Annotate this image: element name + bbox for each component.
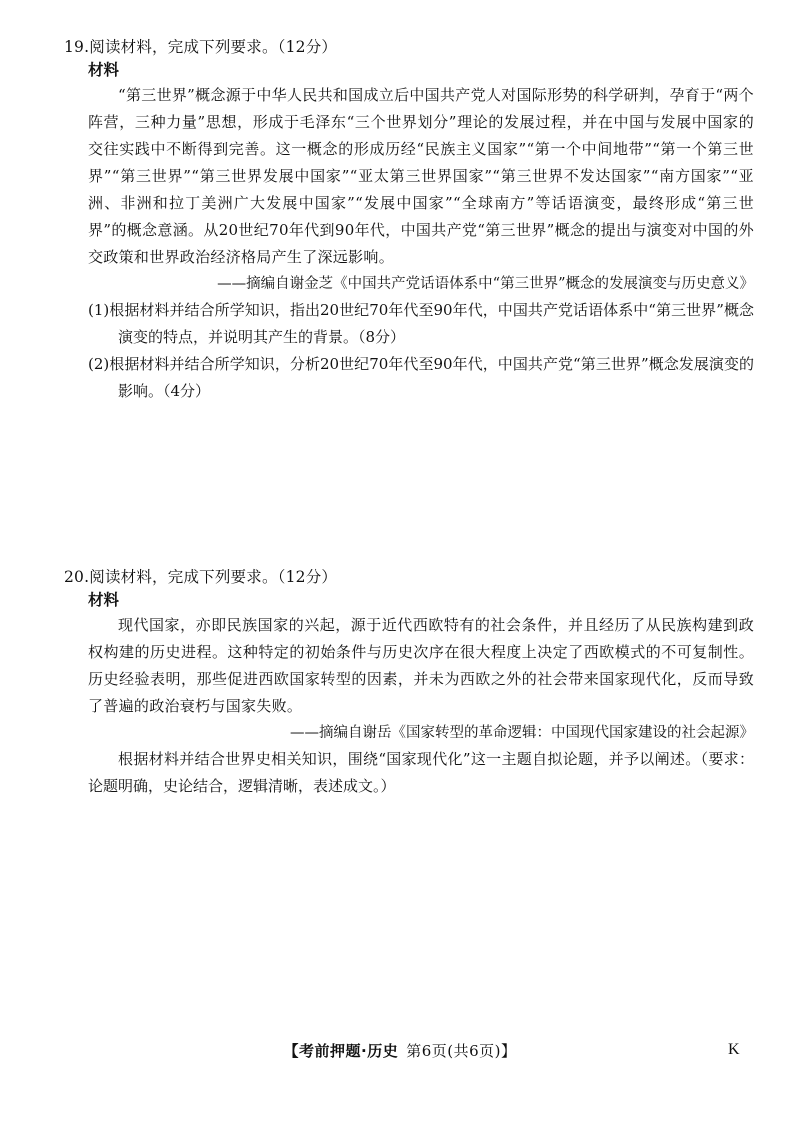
question-19-heading: 19.阅读材料，完成下列要求。（12分） xyxy=(64,38,338,56)
question-20-material-text: 现代国家，亦即民族国家的兴起，源于近代西欧特有的社会条件，并且经历了从民族构建到政权构建的历史进程。这种特定的初始条件与历史次序在很大程度上决定了西欧模式的不可复制性。历史经验表明，那些促进西欧国家转型的因素，并未为西欧之外的社会带来国家现代化，反而导致了普遍的政治衰朽与国家失败。 xyxy=(88,616,754,715)
question-20-material-label: 材料 xyxy=(88,590,120,609)
footer-page-number: 第6页(共6页)】 xyxy=(406,1042,517,1060)
question-20-heading: 20.阅读材料，完成下列要求。（12分） xyxy=(64,568,338,586)
question-20 xyxy=(64,566,754,800)
question-20-task: 根据材料并结合世界史相关知识，围绕“国家现代化”这一主题自拟论题，并予以阐述。（要求：论题明确，史论结合，逻辑清晰，表述成文。） xyxy=(88,750,754,795)
question-19 xyxy=(64,36,754,405)
question-20-source: ——摘编自谢岳《国家转型的革命逻辑：中国现代国家建设的社会起源》 xyxy=(290,725,754,741)
version-letter: K xyxy=(728,1041,740,1058)
footer-title: 【考前押题·历史 xyxy=(283,1042,399,1060)
page-footer xyxy=(0,1040,800,1061)
question-19-material-label: 材料 xyxy=(88,60,120,79)
question-19-sub-1: (1)根据材料并结合所学知识，指出20世纪70年代至90年代，中国共产党话语体系中“第三世界”概念演变的特点，并说明其产生的背景。（8分） xyxy=(88,301,754,346)
question-19-material-text: “第三世界”概念源于中华人民共和国成立后中国共产党人对国际形势的科学研判，孕育于“两个阵营，三种力量”思想，形成于毛泽东“三个世界划分”理论的发展过程，并在中国与发展中国家的交往实践中不断得到完善。这一概念的形成历经“民族主义国家”“第一个中间地带”“第一个第三世界”“第三世界”“第三世界发展中国家”“亚太第三世界国家”“第三世界不发达国家”“南方国家”“亚洲、非洲和拉丁美洲广大发展中国家”“发展中国家”“全球南方”等话语演变，最终形成“第三世界”的概念意涵。从20世纪70年代到90年代，中国共产党“第三世界”概念的提出与演变对中国的外交政策和世界政治经济格局产生了深远影响。 xyxy=(88,86,754,266)
question-19-source: ——摘编自谢金芝《中国共产党话语体系中“第三世界”概念的发展演变与历史意义》 xyxy=(217,276,754,292)
question-19-sub-2: (2)根据材料并结合所学知识，分析20世纪70年代至90年代，中国共产党“第三世界”概念发展演变的影响。（4分） xyxy=(88,355,754,400)
